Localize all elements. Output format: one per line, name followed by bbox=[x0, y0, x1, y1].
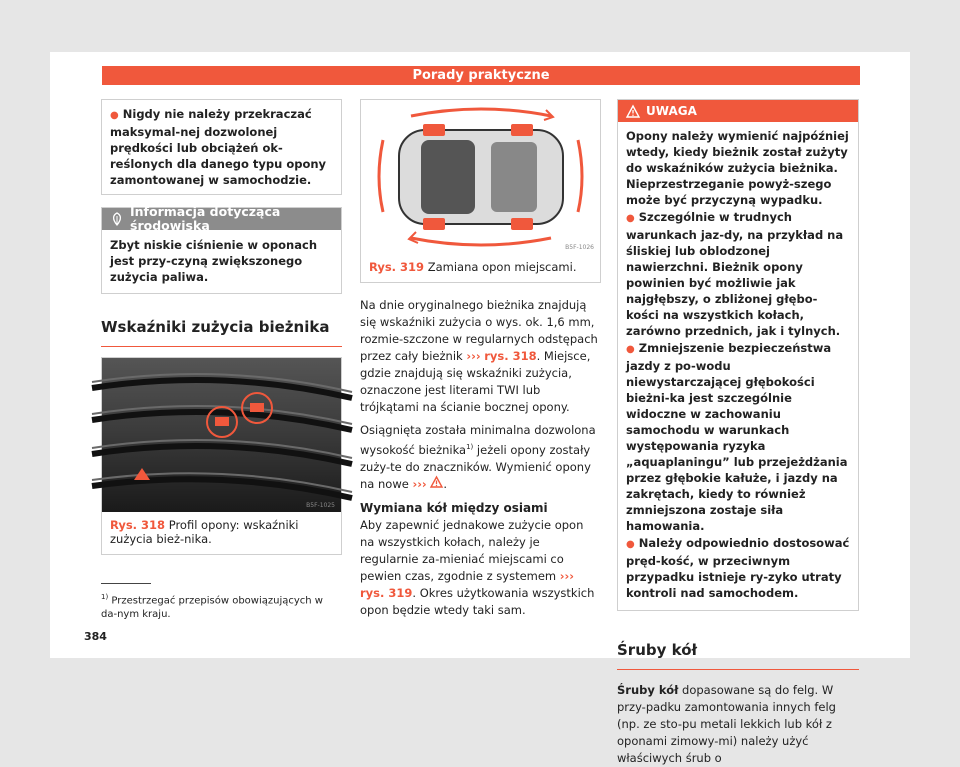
note-box bbox=[101, 99, 342, 195]
page-number: 384 bbox=[84, 630, 107, 643]
section-title-wheel-bolts: Śruby kół bbox=[617, 641, 859, 670]
footnote-mark: 1) bbox=[101, 593, 109, 601]
environment-title: Informacja dotycząca środowiska bbox=[130, 204, 281, 233]
warning-bullet bbox=[626, 209, 850, 339]
page-header: Porady praktyczne bbox=[102, 66, 860, 85]
tire-tread-drawing bbox=[102, 358, 341, 512]
warning-text: Opony należy wymienić najpóźniej wtedy, kiedy bieżnik został zużyty do wskaźników zużycia bieżnika. Nieprzestrzeganie powyż-szego może być przyczyną wypadku. bbox=[626, 129, 849, 207]
figure-caption-text: Zamiana opon miejscami. bbox=[427, 260, 577, 274]
warning-bullet-text: Zmniejszenie bezpieczeństwa jazdy z po-wodu niewystarczającej głębokości bieżni-ka jest szczególnie widoczne w zachowaniu samochodu w warunkach występowania ryzyka „aquaplaningu” lub przejeżdżania przez głębokie kałuże, i jazdy na zakrętach, kiedy to również zmniejszona zostaje siła hamowania. bbox=[626, 341, 848, 533]
link-fig-318[interactable]: rys. 318 bbox=[484, 349, 537, 363]
subheading-wheel-rotation: Wymiana kół między osiami bbox=[360, 500, 548, 515]
tire-rotation-image bbox=[361, 100, 600, 254]
figure-caption bbox=[361, 254, 600, 282]
arrows: ››› bbox=[559, 568, 575, 583]
paragraph-text: Osiągnięta została minimalna dozwolona wysokość bieżnika bbox=[360, 423, 596, 457]
figure-code: B5F-1025 bbox=[306, 502, 335, 509]
paragraph-text: . Miejsce, gdzie znajdują się wskaźniki zużycia, oznaczone jest literami TWI lub trójkątami na ścianie bocznej opony. bbox=[360, 349, 591, 414]
bullet-icon: ● bbox=[626, 539, 635, 550]
column-middle bbox=[360, 99, 601, 619]
paragraph-text: Na dnie oryginalnego bieżnika znajdują się wskaźniki zużycia o wys. ok. 1,6 mm, rozmie-szczone w regularnych odstępach przez cały bieżnik bbox=[360, 298, 598, 363]
environment-text: Zbyt niskie ciśnienie w oponach jest przy-czyną zwiększonego zużycia paliwa. bbox=[110, 238, 318, 284]
warning-bullet-text: Szczególnie w trudnych warunkach jaz-dy, na przykład na śliskiej lub oblodzonej nawierzchni. Bieżnik opony powinien być możliwie jak najgłębszy, o zbliżonej głębo-kości na wszystkich kołach, zarówno przednich, jak i tylnych. bbox=[626, 210, 844, 338]
warning-header bbox=[618, 100, 858, 122]
bullet-icon: ● bbox=[626, 213, 635, 224]
leaf-icon bbox=[110, 212, 124, 226]
paragraph-wear-indicators bbox=[360, 297, 601, 416]
paragraph-min-depth: Osiągnięta została minimalna dozwolona wysokość bieżnika$^{1)}$ jeżeli opony zostały zuży-te do znaczników. Wymienić opony na nowe ››› . bbox=[360, 423, 596, 491]
paragraph-wheel-bolts bbox=[617, 682, 859, 767]
environment-box bbox=[101, 204, 342, 294]
column-right bbox=[617, 99, 859, 767]
column-left bbox=[101, 99, 342, 555]
paragraph-text: Aby zapewnić jednakowe zużycie opon na wszystkich kołach, należy je regularnie za-mieniać miejscami co pewien czas, zgodnie z systemem bbox=[360, 517, 584, 583]
footnote-ref: 1) bbox=[466, 443, 474, 451]
footnote bbox=[101, 583, 342, 622]
paragraph-text: . Okres użytkowania wszystkich opon będzie wtedy taki sam. bbox=[360, 585, 595, 617]
environment-header bbox=[102, 204, 341, 233]
figure-number: Rys. 318 bbox=[110, 518, 166, 532]
arrows: ››› bbox=[466, 349, 481, 363]
link-fig-319[interactable]: rys. 319 bbox=[360, 585, 413, 600]
figure-number: Rys. 319 bbox=[369, 260, 425, 274]
warning-body bbox=[618, 122, 858, 610]
arrows: ››› bbox=[412, 476, 427, 491]
paragraph-text: dopasowane są do felg. W przy-padku zamontowania innych felg (np. ze sto-pu metali lekkich lub kół z oponami zimowy-mi) należy użyć właściwych śrub o bbox=[617, 683, 836, 765]
footnote-rule bbox=[101, 583, 151, 584]
figure-caption-text: Profil opony: wskaźniki zużycia bież-nika. bbox=[110, 518, 299, 546]
figure-319 bbox=[360, 99, 601, 283]
bullet-icon: ● bbox=[110, 110, 119, 121]
warning-box bbox=[617, 99, 859, 611]
paragraph-text: jeżeli opony zostały zuży-te do znaczników. Wymienić opony na nowe bbox=[360, 442, 591, 491]
warning-bullet bbox=[626, 535, 850, 601]
paragraph-rotation bbox=[360, 517, 601, 619]
warning-triangle-icon bbox=[626, 105, 640, 118]
car-top-view-drawing bbox=[361, 100, 600, 254]
note-text: Nigdy nie należy przekraczać maksymal-nej dozwolonej prędkości lub obciążeń ok-reślonych dla danego typu opony zamontowanej w samochodzie. bbox=[110, 107, 327, 187]
term-wheel-bolts: Śruby kół bbox=[617, 683, 679, 697]
warning-title: UWAGA bbox=[646, 104, 697, 118]
figure-code: B5F-1026 bbox=[565, 244, 594, 251]
warning-bullet-text: Należy odpowiednio dostosować pręd-kość, w przeciwnym przypadku istnieje ry-zyko utraty kontroli nad samochodem. bbox=[626, 536, 850, 600]
bullet-icon: ● bbox=[626, 344, 635, 355]
tire-tread-image bbox=[102, 358, 341, 512]
warning-bullet bbox=[626, 340, 850, 534]
figure-caption bbox=[102, 512, 341, 554]
figure-318 bbox=[101, 357, 342, 555]
section-title-wear-indicators: Wskaźniki zużycia bieżnika bbox=[101, 318, 342, 347]
warning-triangle-icon[interactable] bbox=[430, 476, 443, 488]
footnote-text: Przestrzegać przepisów obowiązujących w da-nym kraju. bbox=[101, 595, 323, 621]
